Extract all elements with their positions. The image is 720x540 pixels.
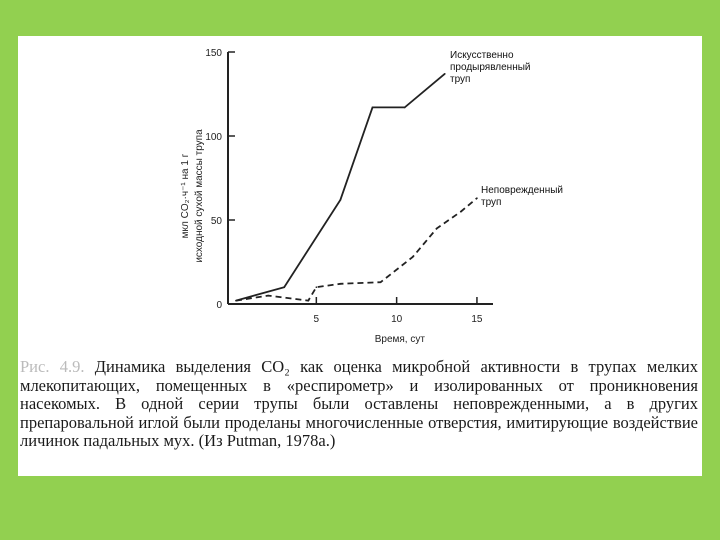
series-point [460, 211, 462, 213]
series-labels [450, 50, 563, 208]
series-point [267, 295, 269, 297]
series-point [404, 107, 406, 109]
series-label [481, 185, 563, 208]
series-point [235, 300, 237, 302]
series-point [436, 228, 438, 230]
y-tick-label: 150 [205, 48, 222, 59]
y-tick-label: 50 [210, 216, 222, 227]
series-point [308, 300, 310, 302]
y-tick-label: 0 [216, 300, 222, 311]
series-point [412, 256, 414, 258]
y-tick-label: 100 [205, 132, 222, 143]
x-axis-title: Время, сут [374, 334, 425, 345]
series-label-line: Искусственно [450, 50, 514, 61]
series-point [340, 283, 342, 285]
series-point [444, 73, 446, 75]
y-axis-title-line: мкл CO₂·ч⁻¹ на 1 г [180, 153, 191, 239]
y-axis-title-line: исходной сухой массы трупа [194, 129, 205, 263]
series-line [236, 74, 445, 301]
caption-text: Динамика выделения CO₂ как оценка микробной активности в трупах мелких млекопитающих, помещенных в «респирометр» и изолированных от проникновения насекомых. В одной серии трупы были оставлены неповрежденными, а в других препаровальной иглой были проделаны многочисленные отверстия, имитирующие воздействие личинок падальных мух. (Из Putman, 1978a.) [20, 357, 699, 450]
series-label [450, 50, 531, 85]
series-label-line: труп [450, 74, 471, 85]
page-card [18, 36, 702, 476]
series-point [476, 197, 478, 199]
axes [228, 52, 493, 304]
series-point [340, 199, 342, 201]
series-label-line: продырявленный [450, 62, 531, 73]
figure-caption [20, 358, 698, 451]
series-label-line: Неповрежденный [481, 185, 563, 196]
series-point [380, 281, 382, 283]
x-tick-label: 10 [391, 314, 403, 325]
co2-chart [18, 36, 702, 356]
x-tick-label: 15 [471, 314, 483, 325]
y-axis-title [180, 129, 205, 263]
x-tick-label: 5 [313, 314, 320, 325]
series-group [235, 73, 478, 301]
series-point [372, 107, 374, 109]
caption-figure-number: Рис. 4.9. [20, 357, 85, 376]
series-point [316, 286, 318, 288]
series-line [236, 198, 477, 300]
series-label-line: труп [481, 197, 502, 208]
series-point [283, 286, 285, 288]
